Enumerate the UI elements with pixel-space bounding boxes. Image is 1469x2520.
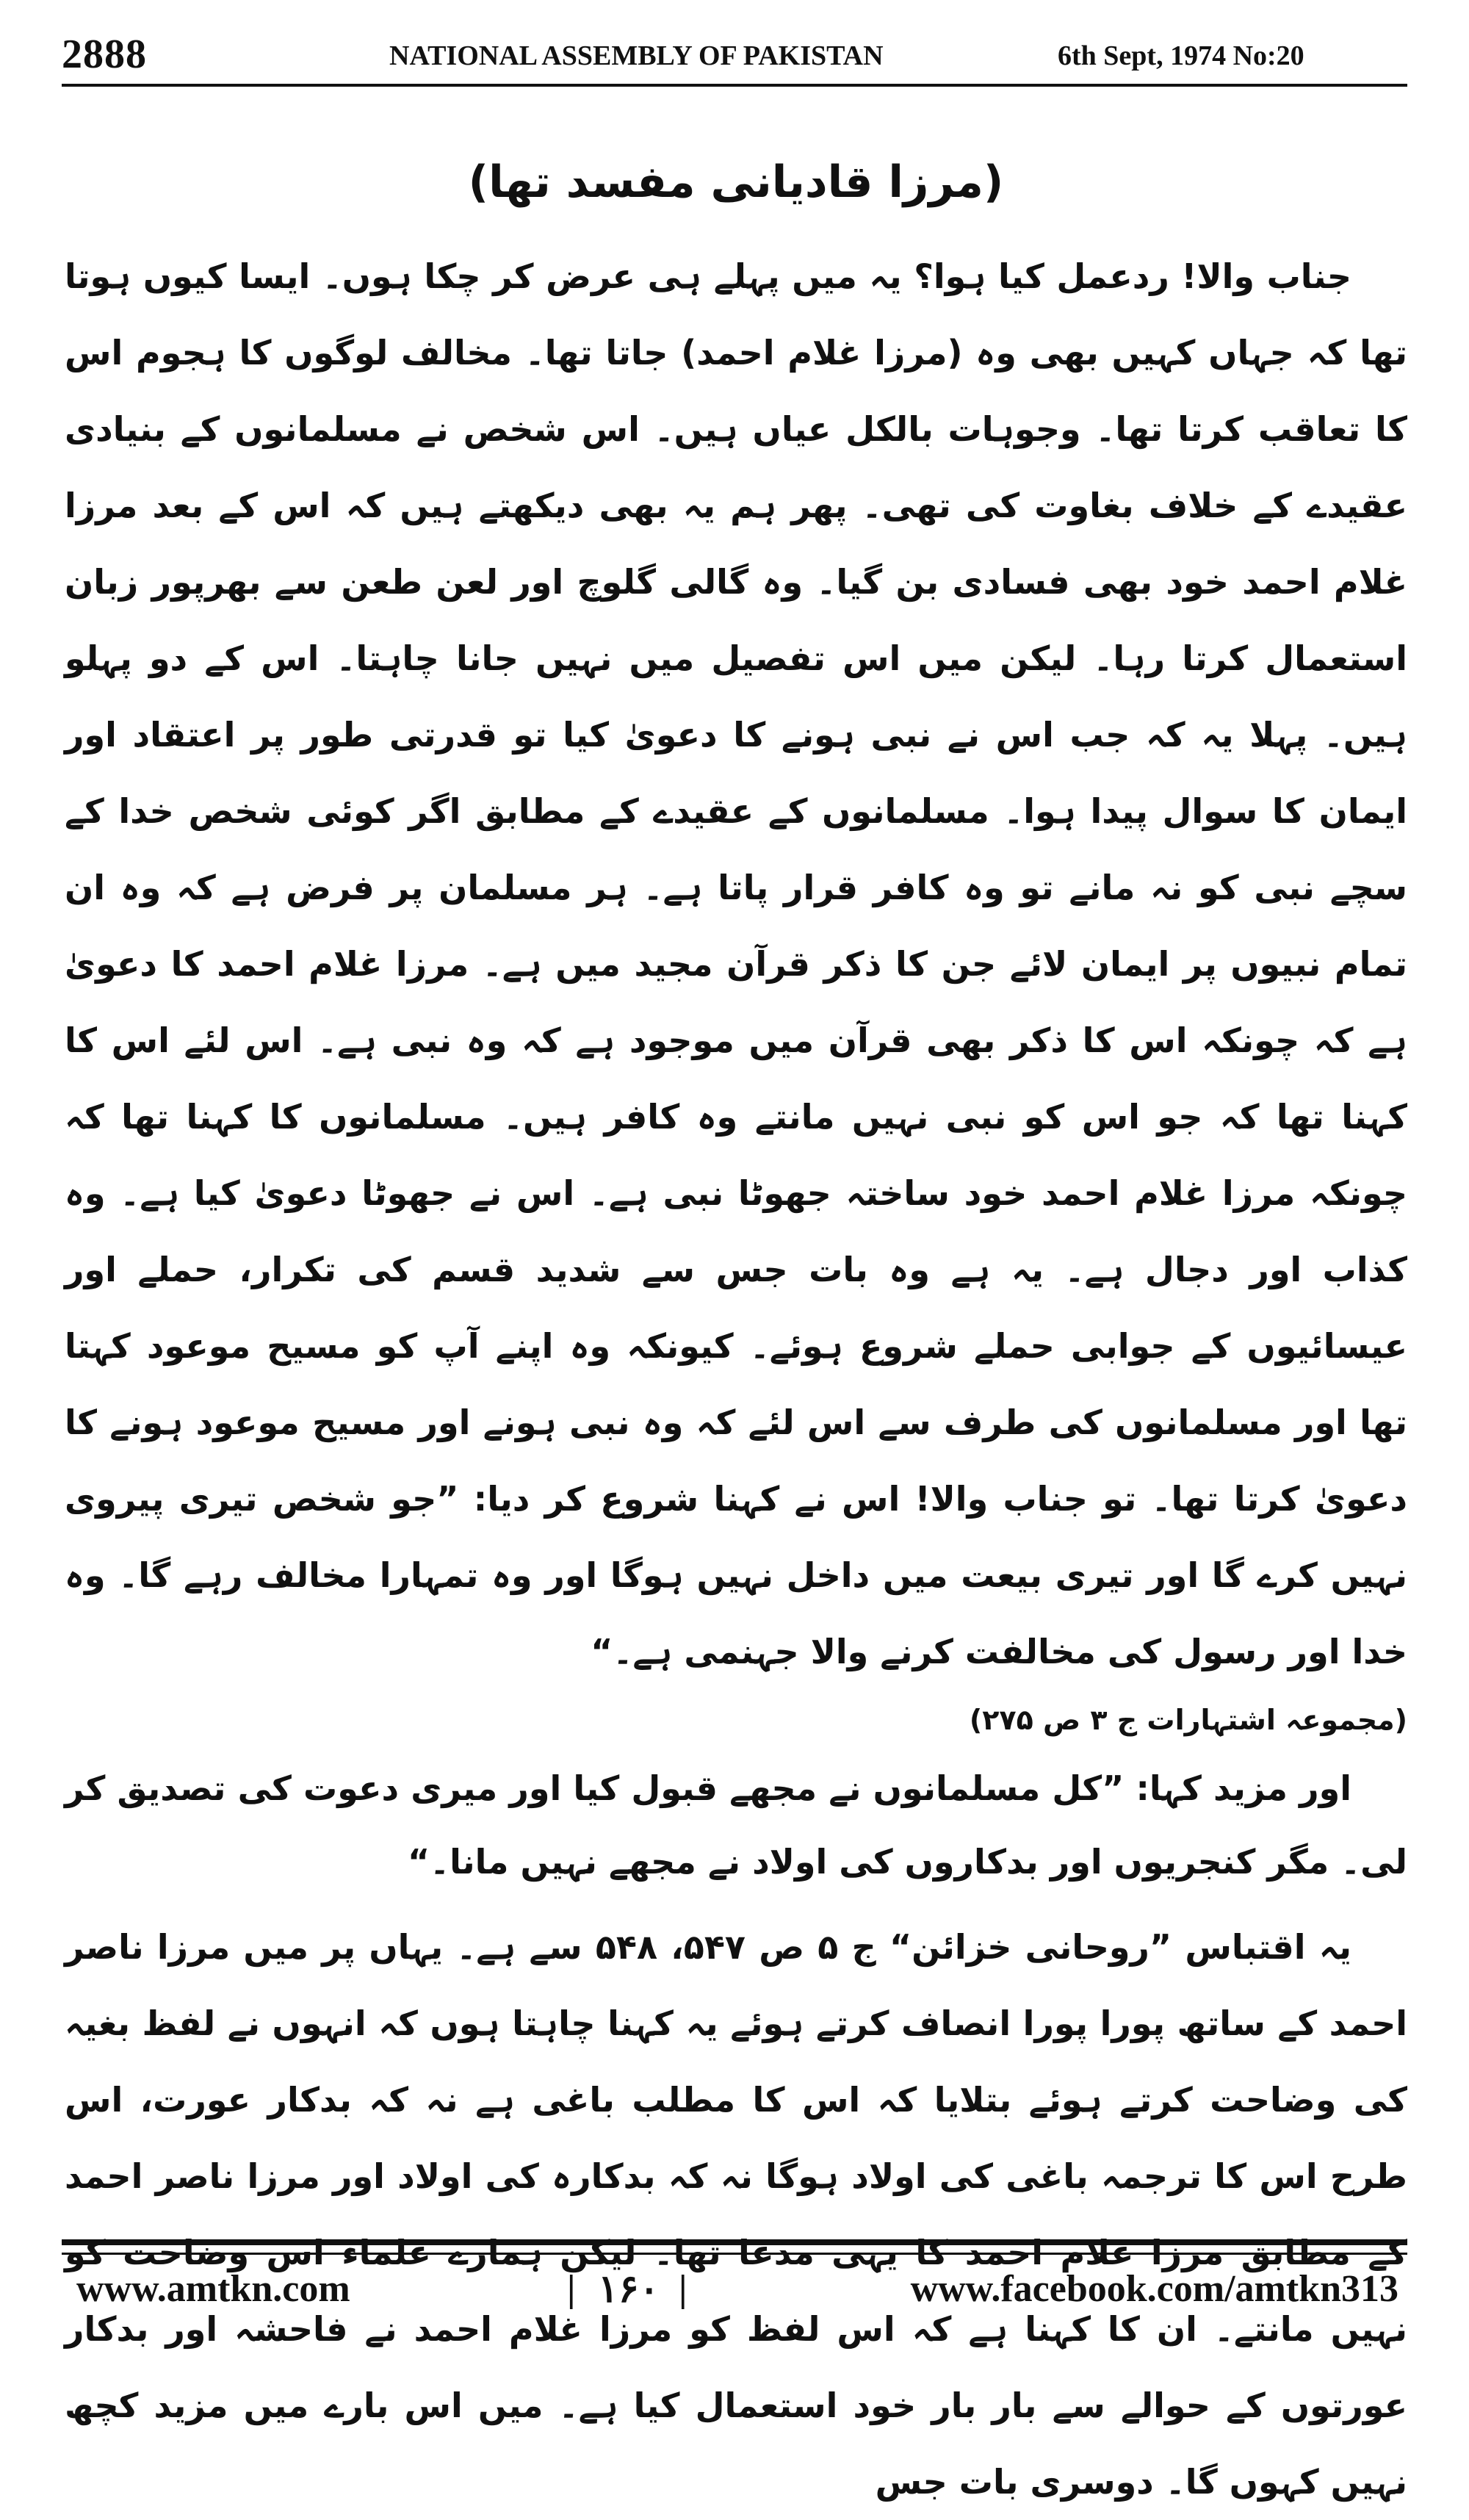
page-header (0, 0, 1469, 96)
citation: (مجموعہ اشتہارات ج ۳ ص ۲۷۵) (969, 1704, 1407, 1736)
section-title: (مرزا قادیانی مفسد تھا) (468, 156, 1004, 208)
body-paragraph: جناب والا! ردعمل کیا ہوا؟ یہ میں پہلے ہی عرض کر چکا ہوں۔ ایسا کیوں ہوتا تھا کہ جہاں کہیں بھی وہ (مرزا غلام احمد) جاتا تھا۔ مخالف لوگوں کا ہجوم اس کا تعاقب کرتا تھا۔ وجوہات بالکل عیاں ہیں۔ اس شخص نے مسلمانوں کے بنیادی عقیدے کے خلاف بغاوت کی تھی۔ پھر ہم یہ بھی دیکھتے ہیں کہ اس کے بعد مرزا غلام احمد خود بھی فسادی بن گیا۔ وہ گالی گلوچ اور لعن طعن سے بھرپور زبان استعمال کرتا رہا۔ لیکن میں اس تفصیل میں نہیں جانا چاہتا۔ اس کے دو پہلو ہیں۔ پہلا یہ کہ جب اس نے نبی ہونے کا دعویٰ کیا تو قدرتی طور پر اعتقاد اور ایمان کا سوال پیدا ہوا۔ مسلمانوں کے عقیدے کے مطابق اگر کوئی شخص خدا کے سچے نبی کو نہ مانے تو وہ کافر قرار پاتا ہے۔ ہر مسلمان پر فرض ہے کہ وہ ان تمام نبیوں پر ایمان لائے جن کا ذکر قرآن مجید میں ہے۔ مرزا غلام احمد کا دعویٰ ہے کہ چونکہ اس کا ذکر بھی قرآن میں موجود ہے کہ وہ نبی ہے۔ اس لئے اس کا کہنا تھا کہ جو اس کو نبی نہیں مانتے وہ کافر ہیں۔ مسلمانوں کا کہنا تھا کہ چونکہ مرزا غلام احمد خود ساختہ جھوٹا نبی ہے۔ اس نے جھوٹا دعویٰ کیا ہے۔ وہ کذاب اور دجال ہے۔ یہ ہے وہ بات جس سے شدید قسم کی تکرار، حملے اور عیسائیوں کے جوابی حملے شروع ہوئے۔ کیونکہ وہ اپنے آپ کو مسیح موعود کہتا تھا اور مسلمانوں کی طرف سے اس لئے کہ وہ نبی ہونے اور مسیح موعود ہونے کا دعویٰ کرتا تھا۔ تو جناب والا! اس نے کہنا شروع کر دیا: ”جو شخص تیری پیروی نہیں کرے گا اور تیری بیعت میں داخل نہیں ہوگا اور وہ تمہارا مخالف رہے گا۔ وہ خدا اور رسول کی مخالفت کرنے والا جہنمی ہے۔“ (65, 256, 1408, 1671)
footer-separator: | (679, 2268, 687, 2310)
running-title: NATIONAL ASSEMBLY OF PAKISTAN (389, 40, 884, 71)
page-number: 2888 (62, 32, 147, 77)
date-issue: 6th Sept, 1974 No:20 (1058, 40, 1304, 71)
footer-facebook-link[interactable]: www.facebook.com/amtkn313 (910, 2268, 1398, 2310)
main-content (65, 147, 1407, 2520)
footer-rule-thin (62, 2253, 1407, 2255)
closing-paragraph: یہ اقتباس ”روحانی خزائن“ ج ۵ ص ۵۴۷، ۵۴۸ سے ہے۔ یہاں پر میں مرزا ناصر احمد کے ساتھ پورا پورا انصاف کرتے ہوئے یہ کہنا چاہتا ہوں کہ انہوں نے لفظ بغیہ کی وضاحت کرتے ہوئے بتلایا کہ اس کا مطلب باغی ہے نہ کہ بدکار عورت، اس طرح اس کا ترجمہ باغی کی اولاد ہوگا نہ کہ بدکارہ کی اولاد اور مرزا ناصر احمد کے مطابق مرزا غلام احمد کا یہی مدعا تھا۔ لیکن ہمارے علماء اس وضاحت کو نہیں مانتے۔ ان کا کہنا ہے کہ اس لفظ کو مرزا غلام احمد نے فاحشہ اور بدکار عورتوں کے حوالے سے بار بار خود استعمال کیا ہے۔ میں اس بارے میں مزید کچھ نہیں کہوں گا۔ دوسری بات جس (65, 1927, 1407, 2502)
header-rule (62, 84, 1407, 87)
footer-website-link[interactable]: www.amtkn.com (76, 2268, 350, 2310)
footer-rule-thick (62, 2239, 1407, 2245)
footer-separator: | (567, 2268, 576, 2310)
footer-page-number: ۱۶۰ (598, 2269, 660, 2311)
page-footer (62, 2267, 1407, 2326)
block-quote: اور مزید کہا: ”کل مسلمانوں نے مجھے قبول کیا اور میری دعوت کی تصدیق کر لی۔ مگر کنجریوں اور بدکاروں کی اولاد نے مجھے نہیں مانا۔“ (65, 1768, 1407, 1882)
